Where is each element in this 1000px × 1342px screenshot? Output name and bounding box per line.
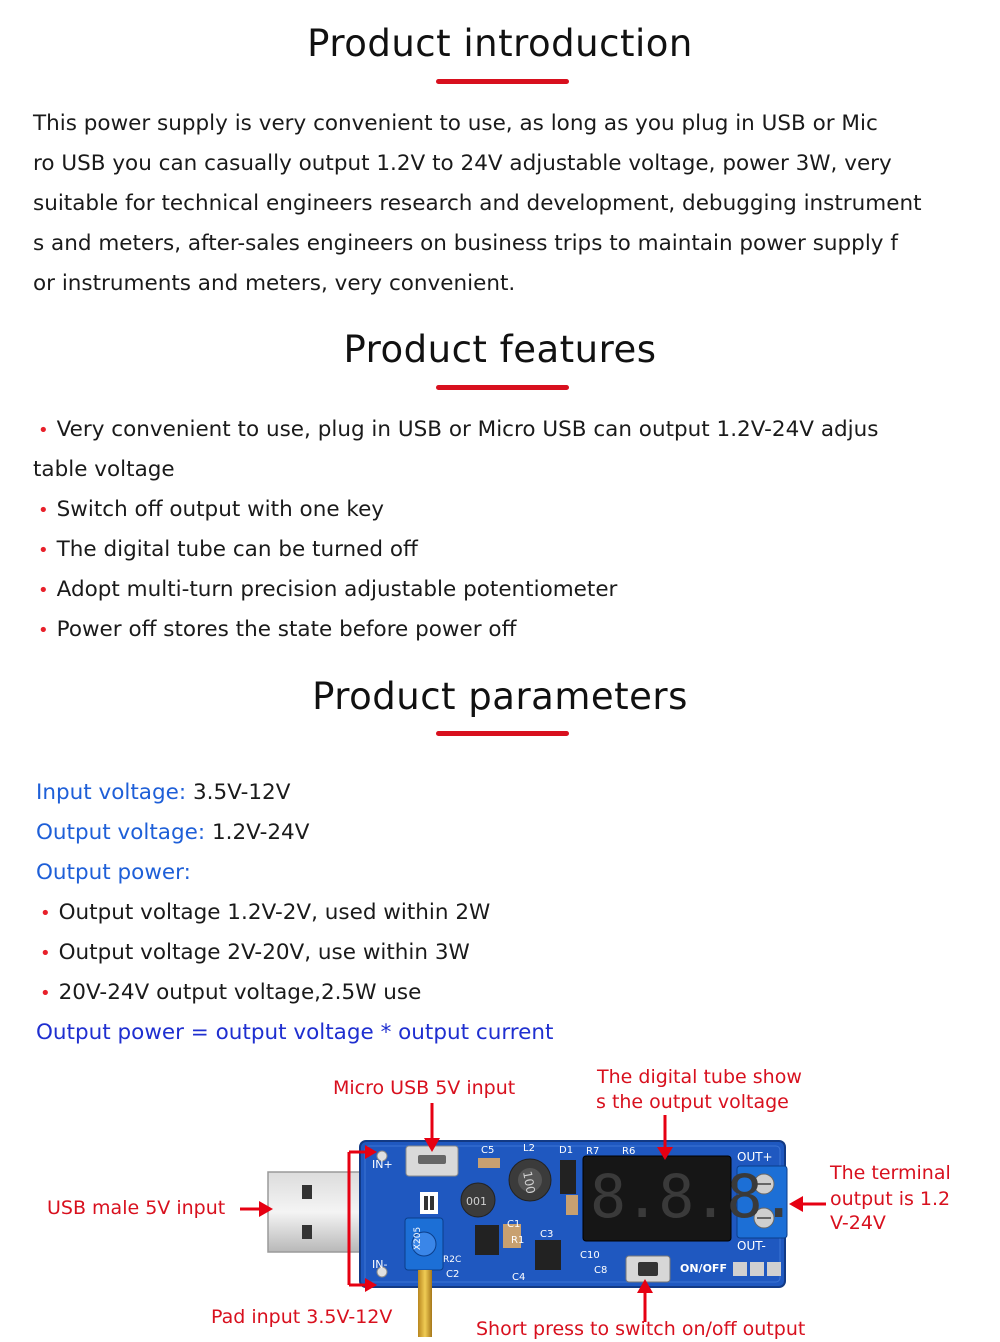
- board-silk-r7: R7: [586, 1146, 600, 1157]
- bullet-dot-icon: •: [40, 943, 51, 964]
- bullet-dot-icon: •: [38, 540, 49, 561]
- usb-male-plug: [268, 1172, 373, 1252]
- param-output-power: Output power:: [36, 860, 191, 885]
- callout-micro-usb: Micro USB 5V input: [333, 1077, 516, 1099]
- board-silk-l2: L2: [523, 1143, 535, 1154]
- potentiometer-marking: X205: [413, 1226, 424, 1251]
- board-silk-onoff: ON/OFF: [680, 1262, 727, 1275]
- param-input-voltage: Input voltage: 3.5V-12V: [36, 780, 291, 805]
- board-silk-out-plus: OUT+: [737, 1150, 773, 1164]
- bullet-dot-icon: •: [40, 903, 51, 924]
- board-silk-c4: C4: [512, 1272, 526, 1283]
- led-display-digits: 8.8.8.: [590, 1162, 795, 1232]
- board-silk-r6: R6: [622, 1146, 636, 1157]
- intro-title: Product introduction: [307, 22, 693, 65]
- parameters-title-underline: [436, 731, 569, 736]
- board-silk-r1: R1: [511, 1235, 525, 1246]
- board-silk-c5: C5: [481, 1145, 495, 1156]
- bullet-dot-icon: •: [40, 983, 51, 1004]
- feature-item: • The digital tube can be turned off: [38, 537, 418, 562]
- intro-line: ro USB you can casually output 1.2V to 24V adjustable voltage, power 3W, very: [33, 151, 892, 176]
- parameters-title: Product parameters: [312, 675, 688, 718]
- power-item: • 20V-24V output voltage,2.5W use: [40, 980, 422, 1005]
- intro-title-underline: [436, 79, 569, 84]
- feature-item: • Adopt multi-turn precision adjustable potentiometer: [38, 577, 618, 602]
- bullet-dot-icon: •: [38, 500, 49, 521]
- intro-line: This power supply is very convenient to use, as long as you plug in USB or Mic: [33, 111, 878, 136]
- callout-tube-line1: The digital tube show: [597, 1066, 802, 1088]
- intro-line: or instruments and meters, very convenient.: [33, 271, 516, 296]
- power-item: • Output voltage 1.2V-2V, used within 2W: [40, 900, 491, 925]
- feature-item: • Power off stores the state before power off: [38, 617, 517, 642]
- inductor-large-marking: 100: [520, 1169, 538, 1195]
- callout-terminal-line1: The terminal: [830, 1162, 951, 1184]
- board-silk-c2: C2: [446, 1269, 460, 1280]
- board-silk-c1: C1: [507, 1219, 521, 1230]
- feature-item-continuation: table voltage: [33, 457, 175, 482]
- callout-terminal-line3: V-24V: [830, 1212, 886, 1234]
- board-silk-in-minus: IN-: [372, 1258, 388, 1271]
- callout-short-press: Short press to switch on/off output: [476, 1318, 806, 1340]
- features-title-underline: [436, 385, 569, 390]
- inductor-small-marking: 001: [466, 1195, 487, 1208]
- intro-paragraph: [33, 104, 978, 304]
- feature-item: • Switch off output with one key: [38, 497, 385, 522]
- board-silk-c8: C8: [594, 1265, 608, 1276]
- intro-line: suitable for technical engineers research and development, debugging instrument: [33, 191, 922, 216]
- callout-pad-input: Pad input 3.5V-12V: [211, 1306, 393, 1328]
- board-silk-d1: D1: [559, 1145, 574, 1156]
- intro-line: s and meters, after-sales engineers on business trips to maintain power supply f: [33, 231, 898, 256]
- features-title: Product features: [343, 328, 657, 371]
- board-silk-c3: C3: [540, 1229, 554, 1240]
- callout-terminal-line2: output is 1.2: [830, 1188, 951, 1210]
- board-silk-in-plus: IN+: [372, 1158, 393, 1171]
- callout-usb-male: USB male 5V input: [47, 1197, 226, 1219]
- power-item: • Output voltage 2V-20V, use within 3W: [40, 940, 470, 965]
- board-silk-out-minus: OUT-: [737, 1239, 766, 1253]
- bullet-dot-icon: •: [38, 420, 49, 441]
- board-silk-r2c: R2C: [443, 1255, 462, 1265]
- callout-tube-line2: s the output voltage: [596, 1091, 789, 1113]
- power-formula: Output power = output voltage * output current: [36, 1020, 554, 1045]
- feature-item: • Very convenient to use, plug in USB or Micro USB can output 1.2V-24V adjus: [38, 417, 879, 442]
- param-output-voltage: Output voltage: 1.2V-24V: [36, 820, 310, 845]
- board-silk-c10: C10: [580, 1250, 600, 1261]
- bullet-dot-icon: •: [38, 580, 49, 601]
- bullet-dot-icon: •: [38, 620, 49, 641]
